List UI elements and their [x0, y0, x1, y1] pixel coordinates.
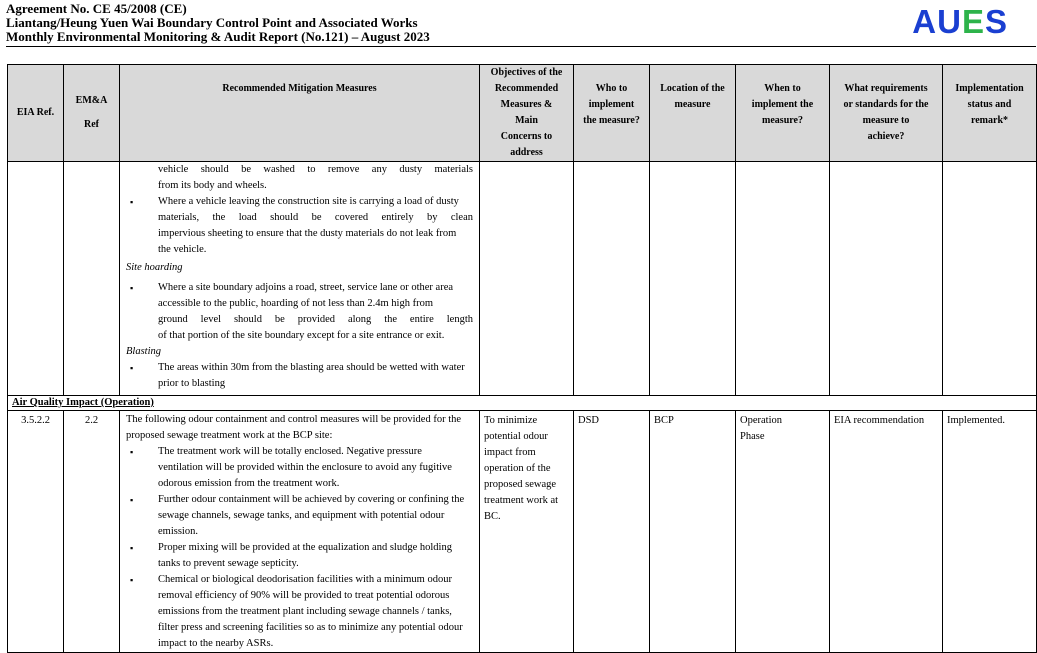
- project-title: Liantang/Heung Yuen Wai Boundary Control Point and Associated Works: [6, 15, 418, 30]
- measure-text-line: from its body and wheels.: [158, 180, 267, 191]
- logo-letter-e: E: [961, 3, 985, 40]
- col-who: Who to implement the measure?: [574, 65, 650, 162]
- measure-bullet: ▪ Further odour containment will be achieved by covering or confining the sewage channels, sewage tanks, and equipment with potential odour emission.: [126, 492, 473, 540]
- col-requirements: What requirements or standards for the measure to achieve?: [830, 65, 943, 162]
- report-title: Monthly Environmental Monitoring & Audit Report (No.121) – August 2023: [6, 29, 430, 44]
- subheading-blasting: Blasting: [126, 346, 162, 357]
- when-cell: [736, 162, 830, 396]
- table-row-odour: [8, 411, 1037, 653]
- who-cell: DSD: [574, 411, 650, 653]
- measure-text-line: vehicle should be washed to remove any dusty materials: [158, 164, 473, 175]
- header-divider: [6, 46, 1036, 47]
- table-row-continued: [8, 162, 1037, 396]
- col-when: When to implement the measure?: [736, 65, 830, 162]
- status-cell: [943, 162, 1037, 396]
- location-cell: BCP: [650, 411, 736, 653]
- measure-bullet: ▪ Where a site boundary adjoins a road, street, service lane or other area accessible to the public, hoarding of not less than 2.4m high from ground level should be provided along the entire length of that portion of the site boundary except for a site entrance or exit.: [126, 280, 473, 344]
- when-cell: Operation Phase: [736, 411, 830, 653]
- measure-bullet: ▪ Proper mixing will be provided at the equalization and sludge holding tanks to prevent sewage septicity.: [126, 540, 473, 572]
- agreement-number: Agreement No. CE 45/2008 (CE): [6, 1, 187, 16]
- objectives-cell: To minimize potential odour impact from operation of the proposed sewage treatment work at BC.: [480, 411, 574, 653]
- logo-letter-s: S: [984, 3, 1008, 40]
- col-status: Implementation status and remark*: [943, 65, 1037, 162]
- report-header: [6, 2, 1036, 46]
- eia-ref-cell: [8, 162, 64, 396]
- section-title: Air Quality Impact (Operation): [8, 396, 1037, 411]
- eia-ref-cell: 3.5.2.2: [8, 411, 64, 653]
- measures-cell: [120, 411, 480, 653]
- ema-ref-cell: 2.2: [64, 411, 120, 653]
- col-measures: Recommended Mitigation Measures: [120, 65, 480, 162]
- ema-ref-cell: [64, 162, 120, 396]
- requirements-cell: [830, 162, 943, 396]
- measure-bullet: ▪ Where a vehicle leaving the construction site is carrying a load of dusty materials, the load should be covered entirely by clean impervious sheeting to ensure that the dusty materials do not leak from the vehicle.: [126, 194, 473, 258]
- measure-bullet: ▪ The areas within 30m from the blasting area should be wetted with water prior to blasting: [126, 360, 473, 392]
- requirements-cell: EIA recommendation: [830, 411, 943, 653]
- col-eia-ref: EIA Ref.: [8, 65, 64, 162]
- col-ema-ref: EM&A Ref: [64, 65, 120, 162]
- objectives-cell: [480, 162, 574, 396]
- subheading-site-hoarding: Site hoarding: [126, 262, 183, 273]
- measures-cell: [120, 162, 480, 396]
- logo-letter-a: A: [912, 3, 938, 40]
- measure-intro: The following odour containment and control measures will be provided for the proposed sewage treatment work at the BCP site:: [126, 414, 462, 441]
- measure-bullet: ▪ Chemical or biological deodorisation facilities with a minimum odour removal efficiency of 90% will be provided to treat potential odorous emissions from the treatment plant including sewage channels / tanks, filter press and screening facilities so as to minimize any potential odour impact to the nearby ASRs.: [126, 572, 473, 652]
- section-header-row: [8, 396, 1037, 411]
- location-cell: [650, 162, 736, 396]
- mitigation-measures-table: [7, 64, 1037, 653]
- aues-logo: [912, 4, 1008, 40]
- logo-letter-u: U: [937, 3, 962, 40]
- col-location: Location of the measure: [650, 65, 736, 162]
- col-objectives: Objectives of the Recommended Measures & Main Concerns to address: [480, 65, 574, 162]
- who-cell: [574, 162, 650, 396]
- status-cell: Implemented.: [943, 411, 1037, 653]
- measure-bullet: ▪ The treatment work will be totally enclosed. Negative pressure ventilation will be provided within the enclosure to avoid any fugitive odorous emission from the treatment work.: [126, 444, 473, 492]
- table-header-row: [8, 65, 1037, 162]
